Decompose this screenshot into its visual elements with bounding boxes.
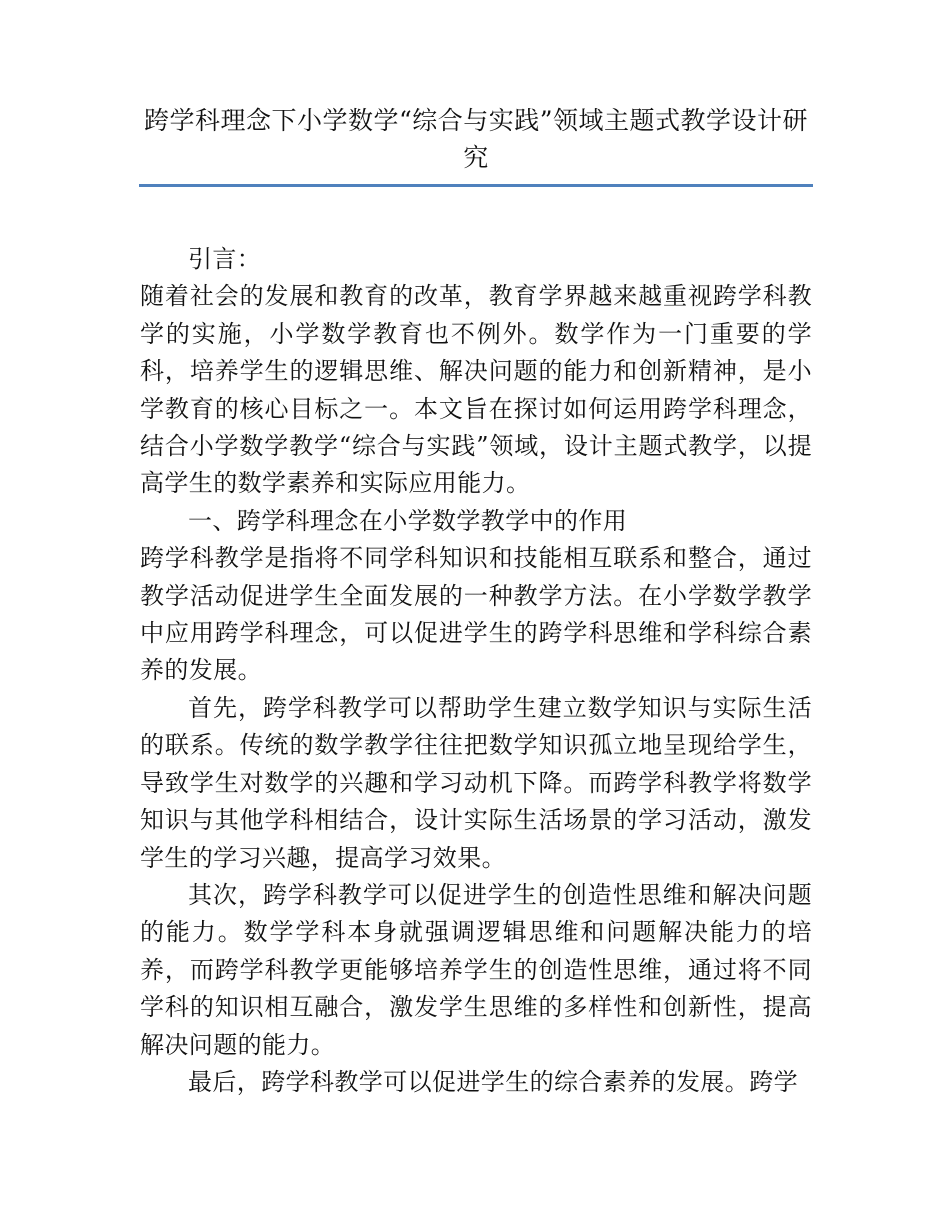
paragraph-second: 其次，跨学科教学可以促进学生的创造性思维和解决问题的能力。数学学科本身就强调逻辑思维和问题解决能力的培养，而跨学科教学更能够培养学生的创造性思维，通过将不同学科的知识相互融合，激发学生思维的多样性和创新性，提高解决问题的能力。 — [140, 880, 812, 1059]
paragraph-first: 首先，跨学科教学可以帮助学生建立数学知识与实际生活的联系。传统的数学教学往往把数学知识孤立地呈现给学生，导致学生对数学的兴趣和学习动机下降。而跨学科教学将数学知识与其他学科相结合，设计实际生活场景的学习活动，激发学生的学习兴趣，提高学习效果。 — [140, 693, 812, 872]
paragraph-last: 最后，跨学科教学可以促进学生的综合素养的发展。跨学 — [188, 1067, 798, 1096]
document-title: 跨学科理念下小学数学“综合与实践”领域主题式教学设计研究 — [143, 106, 809, 172]
document-body — [140, 241, 812, 1101]
paragraph-intro-heading: 引言： — [188, 245, 262, 273]
paragraph-intro: 随着社会的发展和教育的改革，教育学界越来越重视跨学科教学的实施，小学数学教育也不例外。数学作为一门重要的学科，培养学生的逻辑思维、解决问题的能力和创新精神，是小学教育的核心目标之一。本文旨在探讨如何运用跨学科理念，结合小学数学教学“综合与实践”领域，设计主题式教学，以提高学生的数学素养和实际应用能力。 — [140, 282, 812, 498]
section-heading-1: 一、跨学科理念在小学数学教学中的作用 — [188, 506, 628, 535]
title-underline-rule — [139, 184, 813, 187]
paragraph-definition: 跨学科教学是指将不同学科知识和技能相互联系和整合，通过教学活动促进学生全面发展的一种教学方法。在小学数学教学中应用跨学科理念，可以促进学生的跨学科思维和学科综合素养的发展。 — [140, 544, 812, 685]
